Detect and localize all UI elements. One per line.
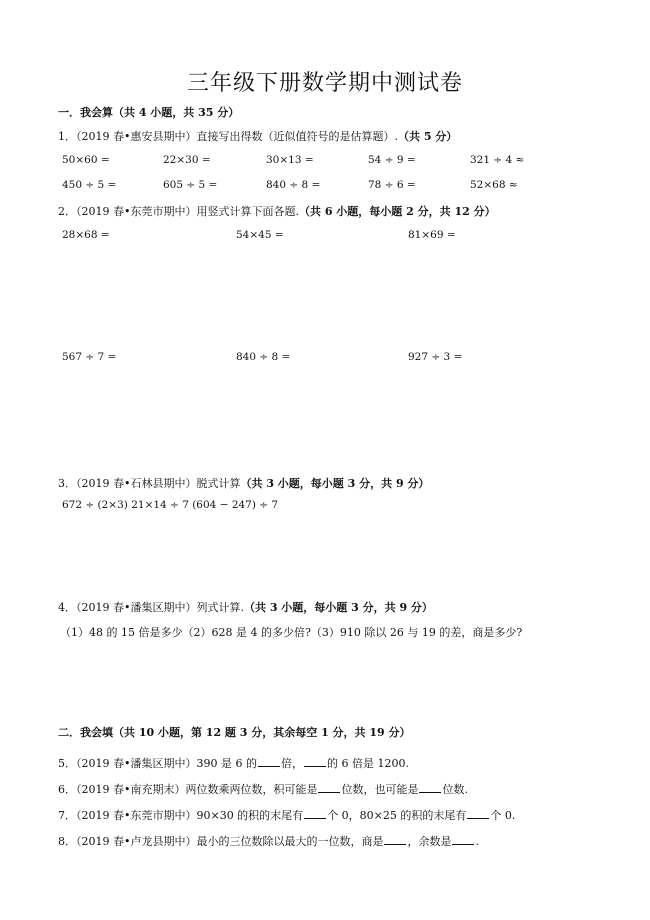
q1-item: 30×13 =	[266, 154, 314, 166]
question-3-text: 3．（2019 春•石林县期中）脱式计算	[58, 477, 241, 490]
question-6	[58, 781, 468, 797]
q2-item: 81×69 =	[408, 229, 456, 241]
question-2	[58, 203, 496, 219]
answer-blank[interactable]	[467, 808, 489, 819]
answer-blank[interactable]	[419, 782, 441, 793]
q1-item: 840 ÷ 8 =	[266, 179, 321, 191]
question-4-text: 4．（2019 春•潘集区期中）列式计算.	[58, 601, 244, 614]
q1-item: 22×30 =	[163, 154, 211, 166]
q1-item: 52×68 ≈	[470, 179, 518, 191]
q1-item: 605 ÷ 5 =	[163, 179, 218, 191]
q5-text-b: 倍，	[280, 757, 303, 770]
answer-blank[interactable]	[452, 834, 474, 845]
q1-item: 54 ÷ 9 =	[368, 154, 416, 166]
q4-items: （1）48 的 15 倍是多少（2）628 是 4 的多少倍?（3）910 除以 26 与 19 的差，商是多少?	[60, 626, 523, 639]
q5-text-c: 的 6 倍是 1200.	[326, 757, 409, 770]
question-3	[58, 475, 429, 491]
q7-text-a: 7．（2019 春•东莞市期中）90×30 的积的末尾有	[58, 809, 304, 822]
question-1-text: 1．（2019 春•惠安县期中）直接写出得数（近似值符号的是估算题）.	[58, 130, 398, 143]
q8-text-c: .	[475, 835, 479, 848]
section-2-heading: 二．我会填（共 10 小题，第 12 题 3 分，其余每空 1 分，共 19 分）	[58, 726, 411, 739]
question-3-score: （共 3 小题，每小题 3 分，共 9 分）	[240, 477, 430, 490]
answer-blank[interactable]	[304, 808, 326, 819]
question-2-text: 2．（2019 春•东莞市期中）用竖式计算下面各题.	[58, 205, 299, 218]
question-5	[58, 755, 409, 771]
q7-text-b: 个 0，80×25 的积的末尾有	[327, 809, 467, 822]
question-4-score: （共 3 小题，每小题 3 分，共 9 分）	[243, 601, 433, 614]
q2-item: 28×68 =	[62, 229, 110, 241]
q1-item: 78 ÷ 6 =	[368, 179, 416, 191]
q3-items: 672 ÷ (2×3) 21×14 ÷ 7 (604 − 247) ÷ 7	[62, 499, 279, 511]
question-7	[58, 807, 515, 823]
question-2-score: （共 6 小题，每小题 2 分，共 12 分）	[298, 205, 496, 218]
section-1-heading: 一．我会算（共 4 小题，共 35 分）	[58, 106, 240, 119]
q5-text-a: 5．（2019 春•潘集区期中）390 是 6 的	[58, 757, 257, 770]
question-8	[58, 833, 479, 849]
answer-blank[interactable]	[318, 782, 340, 793]
answer-blank[interactable]	[384, 834, 406, 845]
q8-text-a: 8．（2019 春•卢龙县期中）最小的三位数除以最大的一位数，商是	[58, 835, 384, 848]
q1-item: 321 ÷ 4 ≈	[470, 154, 525, 166]
q6-text-a: 6．（2019 春•南充期末）两位数乘两位数，积可能是	[58, 783, 318, 796]
q2-item: 567 ÷ 7 =	[62, 351, 117, 363]
q1-item: 50×60 =	[62, 154, 110, 166]
answer-blank[interactable]	[304, 756, 326, 767]
q7-text-c: 个 0.	[490, 809, 516, 822]
answer-blank[interactable]	[258, 756, 280, 767]
q8-text-b: ，余数是	[407, 835, 452, 848]
q6-text-b: 位数，也可能是	[341, 783, 419, 796]
q2-item: 927 ÷ 3 =	[408, 351, 463, 363]
q2-item: 840 ÷ 8 =	[236, 351, 291, 363]
q2-item: 54×45 =	[236, 229, 284, 241]
question-4	[58, 599, 433, 615]
q6-text-c: 位数.	[442, 783, 468, 796]
question-1-score: （共 5 分）	[397, 130, 458, 143]
page-title: 三年级下册数学期中测试卷	[186, 71, 463, 96]
q1-item: 450 ÷ 5 =	[62, 179, 117, 191]
question-1	[58, 128, 457, 144]
